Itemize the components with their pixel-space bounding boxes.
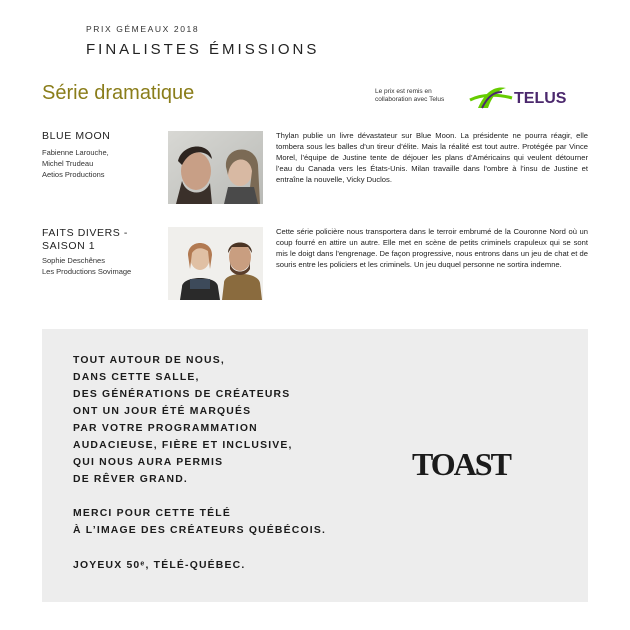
- tribute-line: PAR VOTRE PROGRAMMATION: [73, 423, 258, 434]
- tribute-line: DANS CETTE SALLE,: [73, 372, 200, 383]
- prize-kicker: PRIX GÉMEAUX 2018: [86, 24, 200, 34]
- credit-line: Les Productions Sovimage: [42, 267, 132, 276]
- credit-line: Michel Trudeau: [42, 159, 94, 168]
- tribute-line: QUI NOUS AURA PERMIS: [73, 457, 224, 468]
- tribute-line: À L’IMAGE DES CRÉATEURS QUÉBÉCOIS.: [73, 525, 327, 536]
- telus-logo: [468, 82, 588, 112]
- entry-credits: [42, 255, 131, 277]
- credit-line: Fabienne Larouche,: [42, 148, 109, 157]
- telus-leaf-icon: [478, 88, 506, 108]
- entry-title-line: FAITS DIVERS -: [42, 227, 128, 239]
- category-title: Série dramatique: [42, 82, 195, 104]
- entry-synopsis: Cette série policière nous transportera dans le terroir embrumé de la Couronne Nord où un coup fourré en attire un autre. Elle met en scène de petits criminels crapuleux qui se sont mis le doigt dans l’engrenage. De façon progressive, nous entrons dans un jeu de chat et de souris entre les policiers et les criminels. Un jeu duquel personne ne sortira indemne.: [276, 227, 588, 270]
- entry-photo: [168, 131, 263, 204]
- tribute-line: JOYEUX 50ᵉ, TÉLÉ-QUÉBEC.: [73, 560, 246, 571]
- entry-photo: [168, 227, 263, 300]
- entry-title: [42, 130, 110, 143]
- toast-logo: [412, 447, 548, 479]
- svg-text:TOAST: TOAST: [412, 447, 510, 479]
- tribute-line: TOUT AUTOUR DE NOUS,: [73, 355, 225, 366]
- entry-title-line: SAISON 1: [42, 240, 96, 252]
- tribute-panel: [42, 329, 588, 602]
- page-heading: FINALISTES ÉMISSIONS: [86, 41, 320, 58]
- tribute-line: ONT UN JOUR ÉTÉ MARQUÉS: [73, 406, 252, 417]
- sponsor-note: Le prix est remis en collaboration avec Telus: [375, 88, 445, 103]
- credit-line: Sophie Deschênes: [42, 256, 105, 265]
- tribute-line: DES GÉNÉRATIONS DE CRÉATEURS: [73, 389, 291, 400]
- tribute-line: AUDACIEUSE, FIÈRE ET INCLUSIVE,: [73, 440, 293, 451]
- entry-credits: [42, 147, 109, 180]
- tribute-line: MERCI POUR CETTE TÉLÉ: [73, 508, 231, 519]
- credit-line: Aetios Productions: [42, 170, 105, 179]
- entry-title: [42, 227, 128, 253]
- entry-synopsis: Thylan publie un livre dévastateur sur Blue Moon. La présidente ne pourra réagir, elle tombera sous les balles d’un tireur d’élite. Mais la réalité est tout autre. Protégée par Vince Morel, l’équipe de Justine tente de déjouer les plans d’Américains qui veulent détourner l’eau du Canada vers les États-Unis. Milan travaille dans l’ombre à l’insu de Justine et entraîne la nouvelle, Vicky Duclos.: [276, 131, 588, 185]
- telus-wordmark: TELUS: [514, 90, 567, 107]
- tribute-paragraph: [73, 352, 373, 488]
- tribute-paragraph: [73, 505, 373, 539]
- tribute-paragraph: [73, 557, 373, 574]
- tribute-line: DE RÊVER GRAND.: [73, 474, 188, 485]
- entry-title-line: BLUE MOON: [42, 130, 111, 142]
